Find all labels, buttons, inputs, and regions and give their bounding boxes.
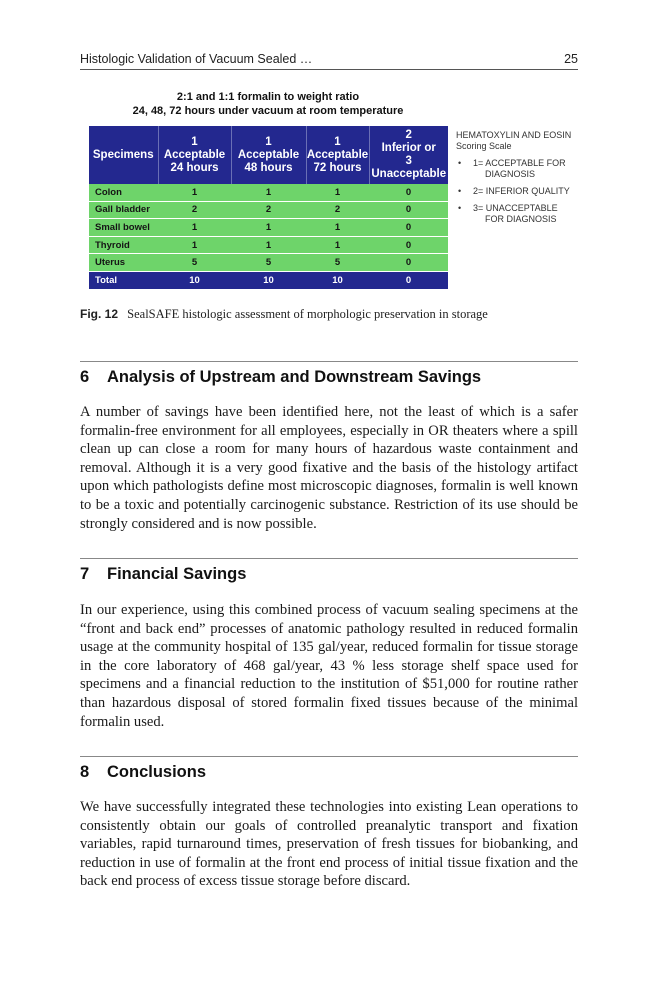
section-divider [80,558,578,559]
legend-title-line-1: HEMATOXYLIN AND EOSIN [456,130,572,140]
section-heading-7 [80,565,578,584]
legend-item: • 2= INFERIOR QUALITY [456,186,586,197]
figure-title [86,90,450,118]
table-cell: 1 [306,219,369,237]
table-cell: 1 [231,219,306,237]
table-header-row [89,126,448,184]
section-title: Financial Savings [107,565,247,583]
row-name: Colon [89,184,158,201]
caption-text: SealSAFE histologic assessment of morphologic preservation in storage [127,307,488,321]
table-cell: 5 [306,254,369,272]
legend-title-line-2: Scoring Scale [456,141,512,151]
section-heading-8 [80,763,578,782]
table-cell: 1 [231,184,306,201]
figure-title-line-1: 2:1 and 1:1 formalin to weight ratio [176,91,360,103]
legend-item: • 1= ACCEPTABLE FOR DIAGNOSIS [456,158,586,180]
column-header-48-hours: 1 Acceptable 48 hours [231,126,306,184]
row-name: Gall bladder [89,201,158,219]
table-row [89,236,448,254]
total-cell: 0 [369,271,448,288]
section-title: Conclusions [107,763,207,781]
section-body-8: We have successfully integrated these technologies into existing Lean operations to consistently obtain our goals of controlled preanalytic transport and fixation variables, rapid turnaround times, preservation of fresh tissues for biobanking, and reduction in use of formalin at the front end process of initial tissue fixation and the back end process of excess tissue storage before discard. [80,799,578,890]
column-header-72-hours: 1 Acceptable 72 hours [306,126,369,184]
section-body-7: In our experience, using this combined process of vacuum sealing specimens at the “front and back end” processes of anatomic pathology resulted in reduced formalin usage at the community hospital of 135 gal/year, reduced formalin for tissue storage in the core laboratory of 468 gal/year, 43 % less storage shelf space used for specimens and a financial reduction to the institution of $51,000 for routine rather than hazardous disposal of stored formalin fixed tissues because of the minimal formalin used. [80,602,578,730]
scoring-legend [456,130,586,231]
table-cell: 1 [306,236,369,254]
legend-item: • 3= UNACCEPTABLE FOR DIAGNOSIS [456,203,586,225]
table-cell: 1 [231,236,306,254]
section-number: 8 [80,763,90,781]
table-cell: 1 [158,236,231,254]
section-body-6: A number of savings have been identified here, not the least of which is a safer formalin-free environment for all employees, especially in OR theaters where a spill clean up can close a room for many hours of hazardous waste containment and removal. Although it is a very good fixative and the basis of the histology artifact upon which pathologists define most microscopic diagnoses, formalin is well known to be a toxic and potentially carcinogenic substance. Restriction of its use should be strongly considered and is now possible. [80,404,578,532]
column-header-24-hours: 1 Acceptable 24 hours [158,126,231,184]
table-total-row [89,271,448,288]
page-number: 25 [564,52,578,66]
section-divider [80,361,578,362]
row-name: Thyroid [89,236,158,254]
section-number: 7 [80,565,90,583]
table-row [89,219,448,237]
total-label: Total [89,271,158,288]
total-cell: 10 [306,271,369,288]
table-cell: 1 [158,219,231,237]
section-number: 6 [80,368,90,386]
figure-label: Fig. 12 [80,307,119,321]
table-cell: 5 [158,254,231,272]
row-name: Uterus [89,254,158,272]
table-cell: 2 [158,201,231,219]
legend-list [456,158,586,225]
table-cell: 0 [369,201,448,219]
figure-title-line-2: 24, 48, 72 hours under vacuum at room temperature [132,105,404,117]
table-cell: 5 [231,254,306,272]
table-cell: 0 [369,254,448,272]
table-cell: 0 [369,219,448,237]
table-cell: 2 [231,201,306,219]
table-cell: 0 [369,184,448,201]
section-title: Analysis of Upstream and Downstream Savings [107,368,482,386]
table-row [89,201,448,219]
total-cell: 10 [158,271,231,288]
page-header [80,52,578,70]
table-cell: 0 [369,236,448,254]
column-header-unacceptable: 2 Inferior or 3 Unacceptable [369,126,448,184]
table-cell: 2 [306,201,369,219]
section-divider [80,756,578,757]
scoring-table [89,126,448,289]
table-cell: 1 [158,184,231,201]
figure-caption [80,307,578,322]
running-title: Histologic Validation of Vacuum Sealed … [80,52,313,66]
total-cell: 10 [231,271,306,288]
column-header-specimens: Specimens [89,126,158,184]
table-row [89,254,448,272]
table-cell: 1 [306,184,369,201]
section-heading-6 [80,368,578,387]
row-name: Small bowel [89,219,158,237]
table-row [89,184,448,201]
